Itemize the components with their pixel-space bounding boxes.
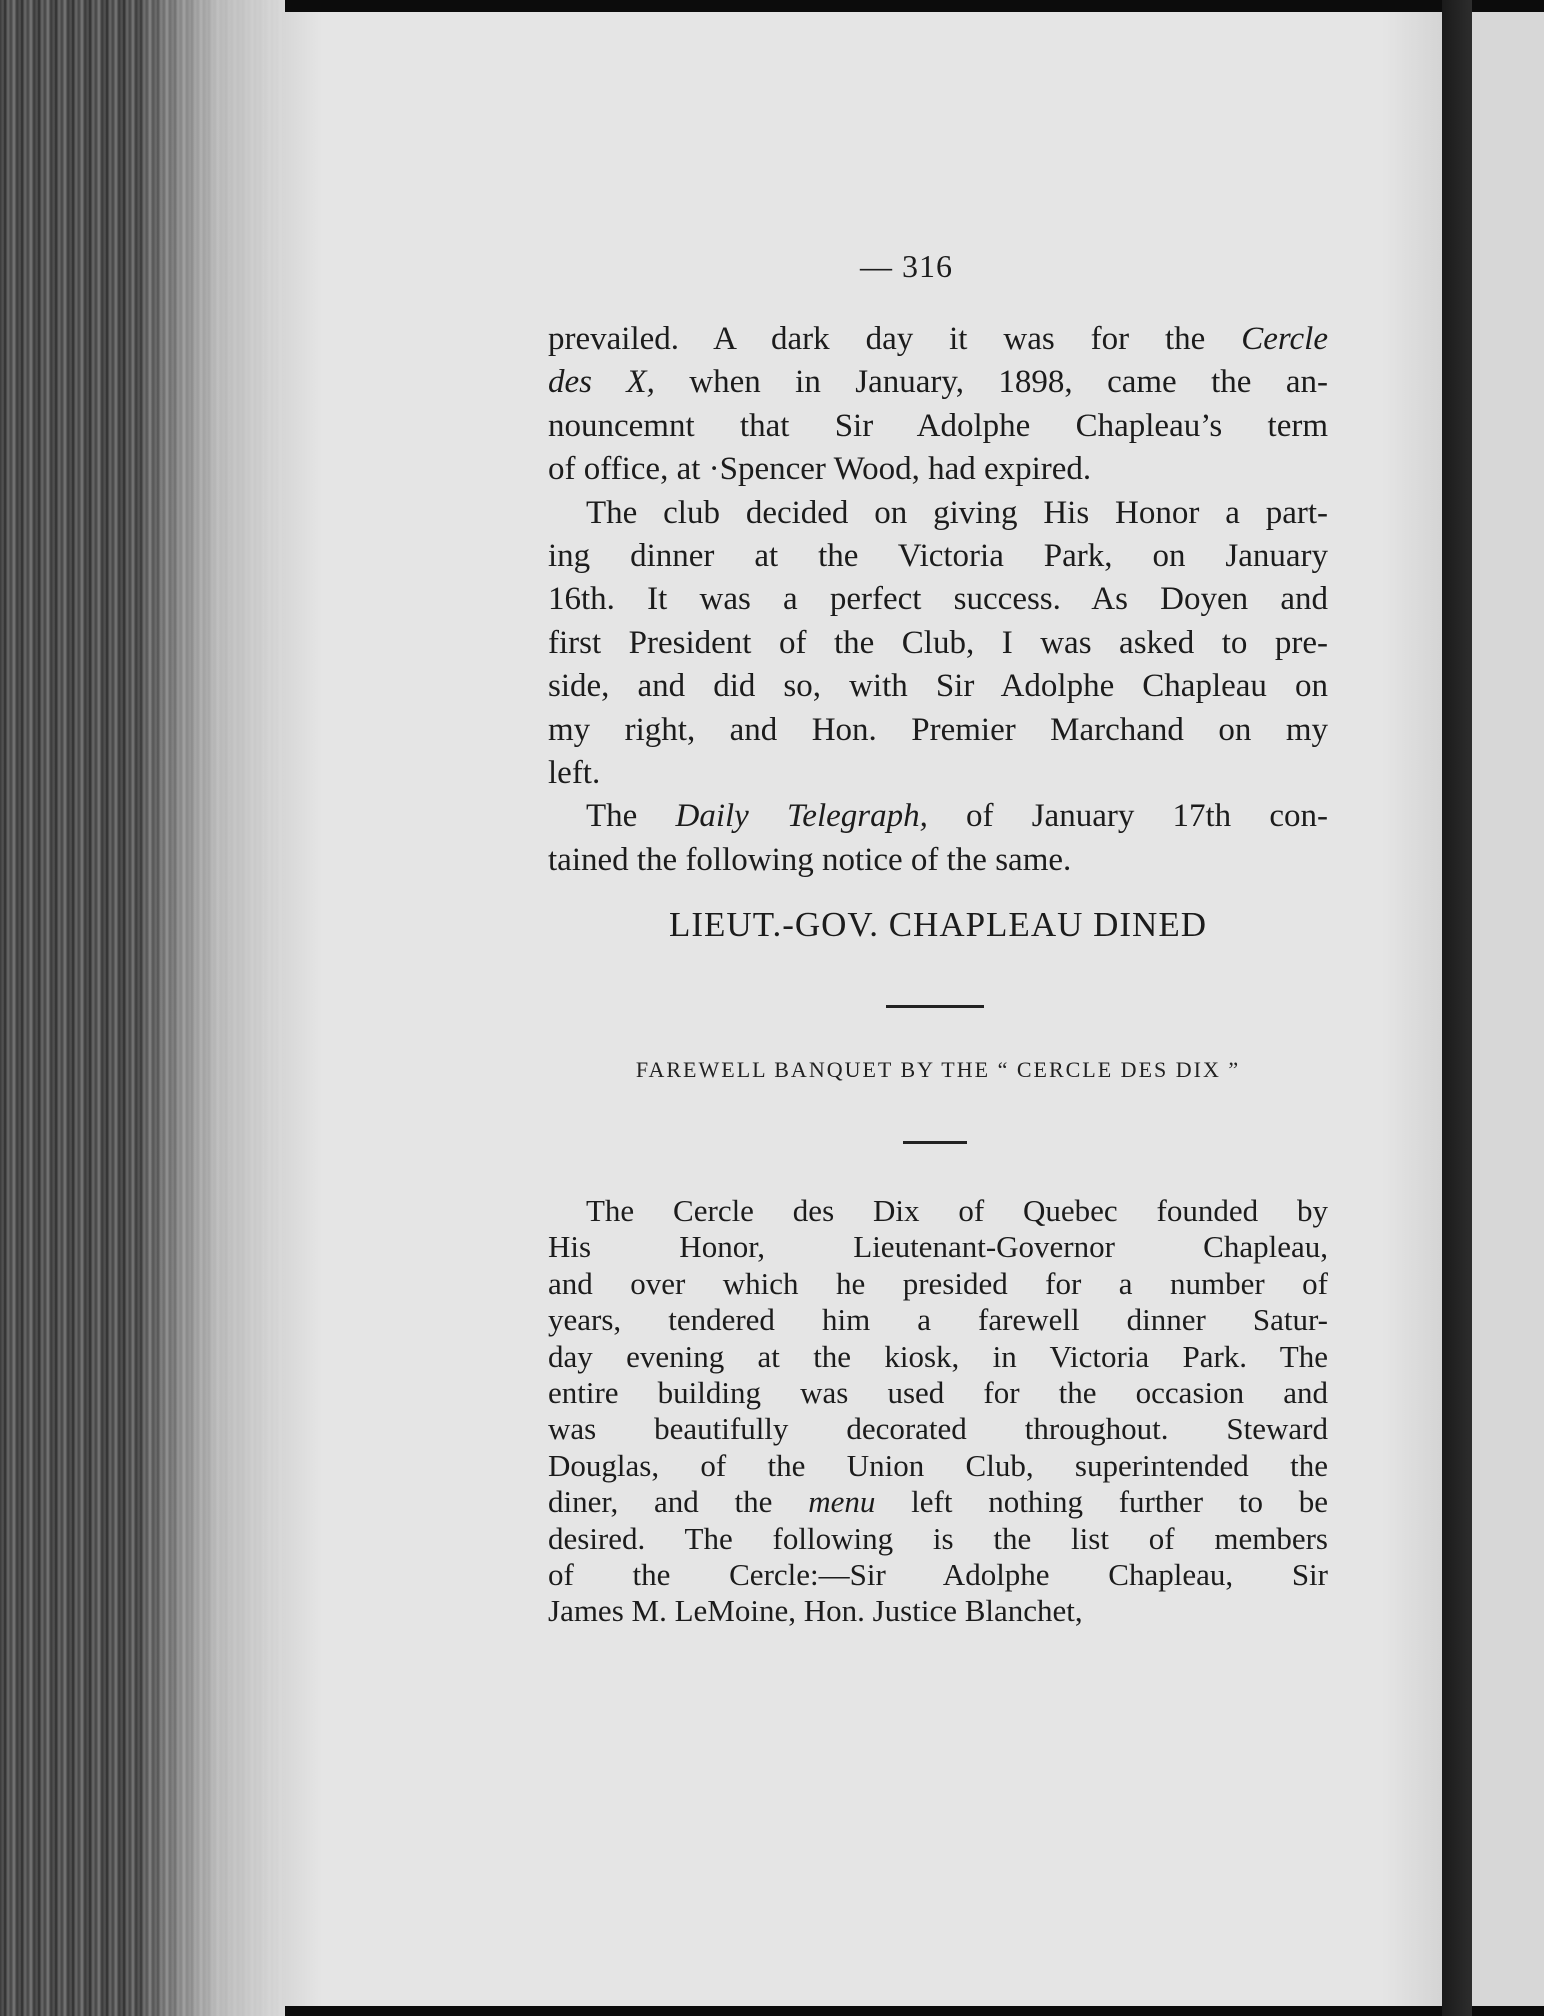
article-subheadline: FAREWELL BANQUET BY THE “ CERCLE DES DIX ” [635, 1057, 1241, 1082]
text-line: desired. The following is the list of members [548, 1520, 1328, 1556]
text-line: day evening at the kiosk, in Victoria Park. The [548, 1338, 1328, 1374]
text-line: years, tendered him a farewell dinner Satur- [548, 1302, 1328, 1338]
text-line: ing dinner at the Victoria Park, on January [548, 538, 1328, 575]
book-page-edges [0, 0, 285, 2016]
italic-text: des X, [548, 364, 655, 401]
text-line: Douglas, of the Union Club, superintended the [548, 1447, 1328, 1483]
book-page [282, 12, 1442, 2006]
paragraph-3 [548, 795, 1328, 882]
book-binding-strip [1442, 0, 1472, 2016]
text-line: tained the following notice of the same. [548, 841, 1072, 878]
text-line: first President of the Club, I was asked to pre- [548, 624, 1328, 661]
text-line: left. [548, 755, 601, 792]
italic-text: Daily Telegraph, [675, 798, 928, 835]
italic-text: Cercle [1241, 321, 1328, 357]
italic-text: menu [808, 1484, 876, 1520]
headline-divider [886, 1005, 984, 1008]
paragraph-prevailed [548, 318, 1328, 882]
text-line: side, and did so, with Sir Adolphe Chapleau on [548, 668, 1328, 705]
text-line: prevailed. A dark day it was for the Cercle [548, 321, 1328, 357]
text-line: was beautifully decorated throughout. Steward [548, 1411, 1328, 1447]
article-body [548, 1193, 1328, 1630]
text-line: The Cercle des Dix of Quebec founded by [586, 1193, 1328, 1228]
text-line: and over which he presided for a number of [548, 1265, 1328, 1301]
text-line: of office, at ·Spencer Wood, had expired. [548, 451, 1092, 488]
paragraph-1 [548, 318, 1328, 492]
facing-page-edge [1472, 12, 1544, 2006]
text-line: nouncemnt that Sir Adolphe Chapleau’s term [548, 407, 1328, 444]
text-line: James M. LeMoine, Hon. Justice Blanchet, [548, 1593, 1083, 1629]
text-line: diner, and the menu left nothing further to be [548, 1484, 1328, 1520]
text-line: des X, when in January, 1898, came the an- [548, 364, 1328, 401]
text-line: 16th. It was a perfect success. As Doyen and [548, 581, 1328, 618]
text-line: His Honor, Lieutenant-Governor Chapleau, [548, 1229, 1328, 1265]
text-line: The club decided on giving His Honor a part- [586, 494, 1328, 531]
subheadline-divider [903, 1141, 967, 1144]
text-line: my right, and Hon. Premier Marchand on my [548, 711, 1328, 748]
text-line: The Daily Telegraph, of January 17th con- [586, 798, 1328, 835]
page-number: — 316 [860, 248, 953, 284]
article-headline: LIEUT.-GOV. CHAPLEAU DINED [669, 905, 1207, 944]
article-paragraph [548, 1193, 1328, 1630]
text-line: of the Cercle:—Sir Adolphe Chapleau, Sir [548, 1557, 1328, 1593]
paragraph-2 [548, 492, 1328, 796]
text-line: entire building was used for the occasion and [548, 1375, 1328, 1411]
